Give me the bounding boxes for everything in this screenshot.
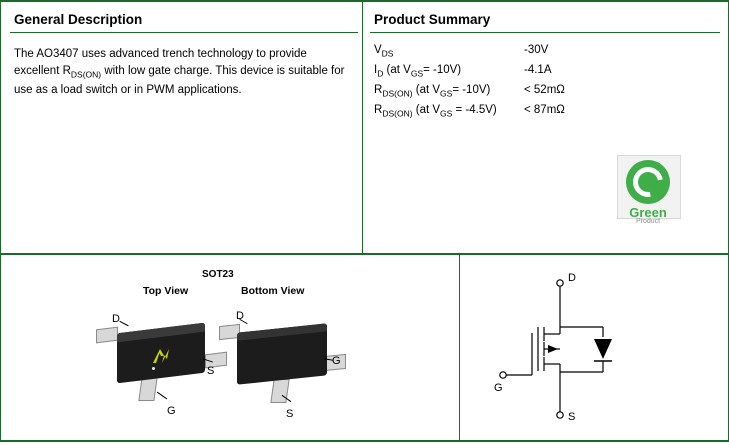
table-row — [374, 64, 710, 84]
param-tail: (at V — [383, 64, 411, 76]
param-subscript-2: GS — [410, 68, 424, 79]
description-subscript-dson: DS(ON) — [70, 68, 102, 79]
general-description-title: General Description — [14, 12, 143, 27]
param-symbol: I — [374, 64, 378, 76]
product-summary-underline — [370, 32, 720, 33]
general-description-text — [14, 46, 354, 99]
description-part-1: The AO3407 uses advanced trench technology to provide excellent R — [14, 48, 307, 77]
top-view-pin-label-s: S — [207, 365, 215, 377]
table-row — [374, 44, 710, 64]
param-symbol: R — [374, 84, 383, 96]
param-subscript-2: GS — [440, 88, 453, 99]
param-subscript: D — [377, 68, 384, 79]
pin1-dot-marker — [152, 367, 155, 370]
schematic-pin-label-g: G — [494, 382, 503, 394]
parameter-value: -4.1A — [524, 64, 552, 76]
top-view-lead-d — [96, 327, 118, 344]
param-subscript: DS(ON) — [382, 88, 413, 99]
bottom-view-pin-label-d: D — [236, 310, 244, 322]
page-border-top — [0, 0, 729, 2]
green-badge-word: Green — [629, 205, 667, 220]
parameter-label — [374, 44, 524, 58]
schematic-pin-label-s: S — [568, 411, 576, 423]
parameter-label — [374, 84, 524, 98]
parameter-value: < 52mΩ — [524, 84, 565, 96]
package-name-label: SOT23 — [202, 269, 234, 280]
top-view-label: Top View — [143, 285, 189, 297]
bottom-view-pin-label-s: S — [286, 408, 294, 420]
param-tail-2: = -10V) — [452, 84, 491, 96]
bottom-view-pin-label-g: G — [332, 355, 341, 367]
param-tail-2: = -10V) — [423, 64, 462, 76]
top-view-leader-g — [157, 392, 167, 400]
table-row — [374, 104, 710, 124]
bottom-view-label: Bottom View — [241, 285, 305, 297]
section-divider-vertical — [362, 2, 363, 253]
param-tail: (at V — [412, 84, 441, 96]
product-summary-title: Product Summary — [374, 12, 491, 27]
top-view-lead-g — [138, 377, 157, 401]
schematic-pin-label-d: D — [568, 272, 576, 284]
param-symbol: V — [374, 44, 382, 56]
top-view-leader-d — [119, 321, 128, 327]
param-tail: (at V — [412, 104, 441, 116]
parameter-label — [374, 104, 524, 118]
parameter-value: < 87mΩ — [524, 104, 565, 116]
param-subscript-2: GS — [440, 108, 453, 119]
param-subscript: DS(ON) — [382, 108, 413, 119]
manufacturer-logo-icon — [150, 347, 172, 365]
param-symbol: R — [374, 104, 383, 116]
mosfet-schematic — [460, 255, 728, 440]
general-description-underline — [10, 32, 358, 33]
green-badge-subword: Product — [635, 218, 661, 225]
description-part-2: with low gate charge. This device is suitable for use as a load switch or in PWM applications. — [14, 64, 345, 97]
table-row — [374, 84, 710, 104]
top-view-pin-label-g: G — [167, 405, 176, 417]
parameter-label — [374, 64, 524, 78]
parameter-value: -30V — [524, 44, 549, 56]
param-subscript: DS — [381, 48, 394, 59]
param-tail-2: = -4.5V) — [452, 104, 497, 116]
package-drawing-area — [0, 255, 459, 440]
product-summary-table — [374, 44, 710, 124]
top-view-pin-label-d: D — [112, 313, 120, 325]
